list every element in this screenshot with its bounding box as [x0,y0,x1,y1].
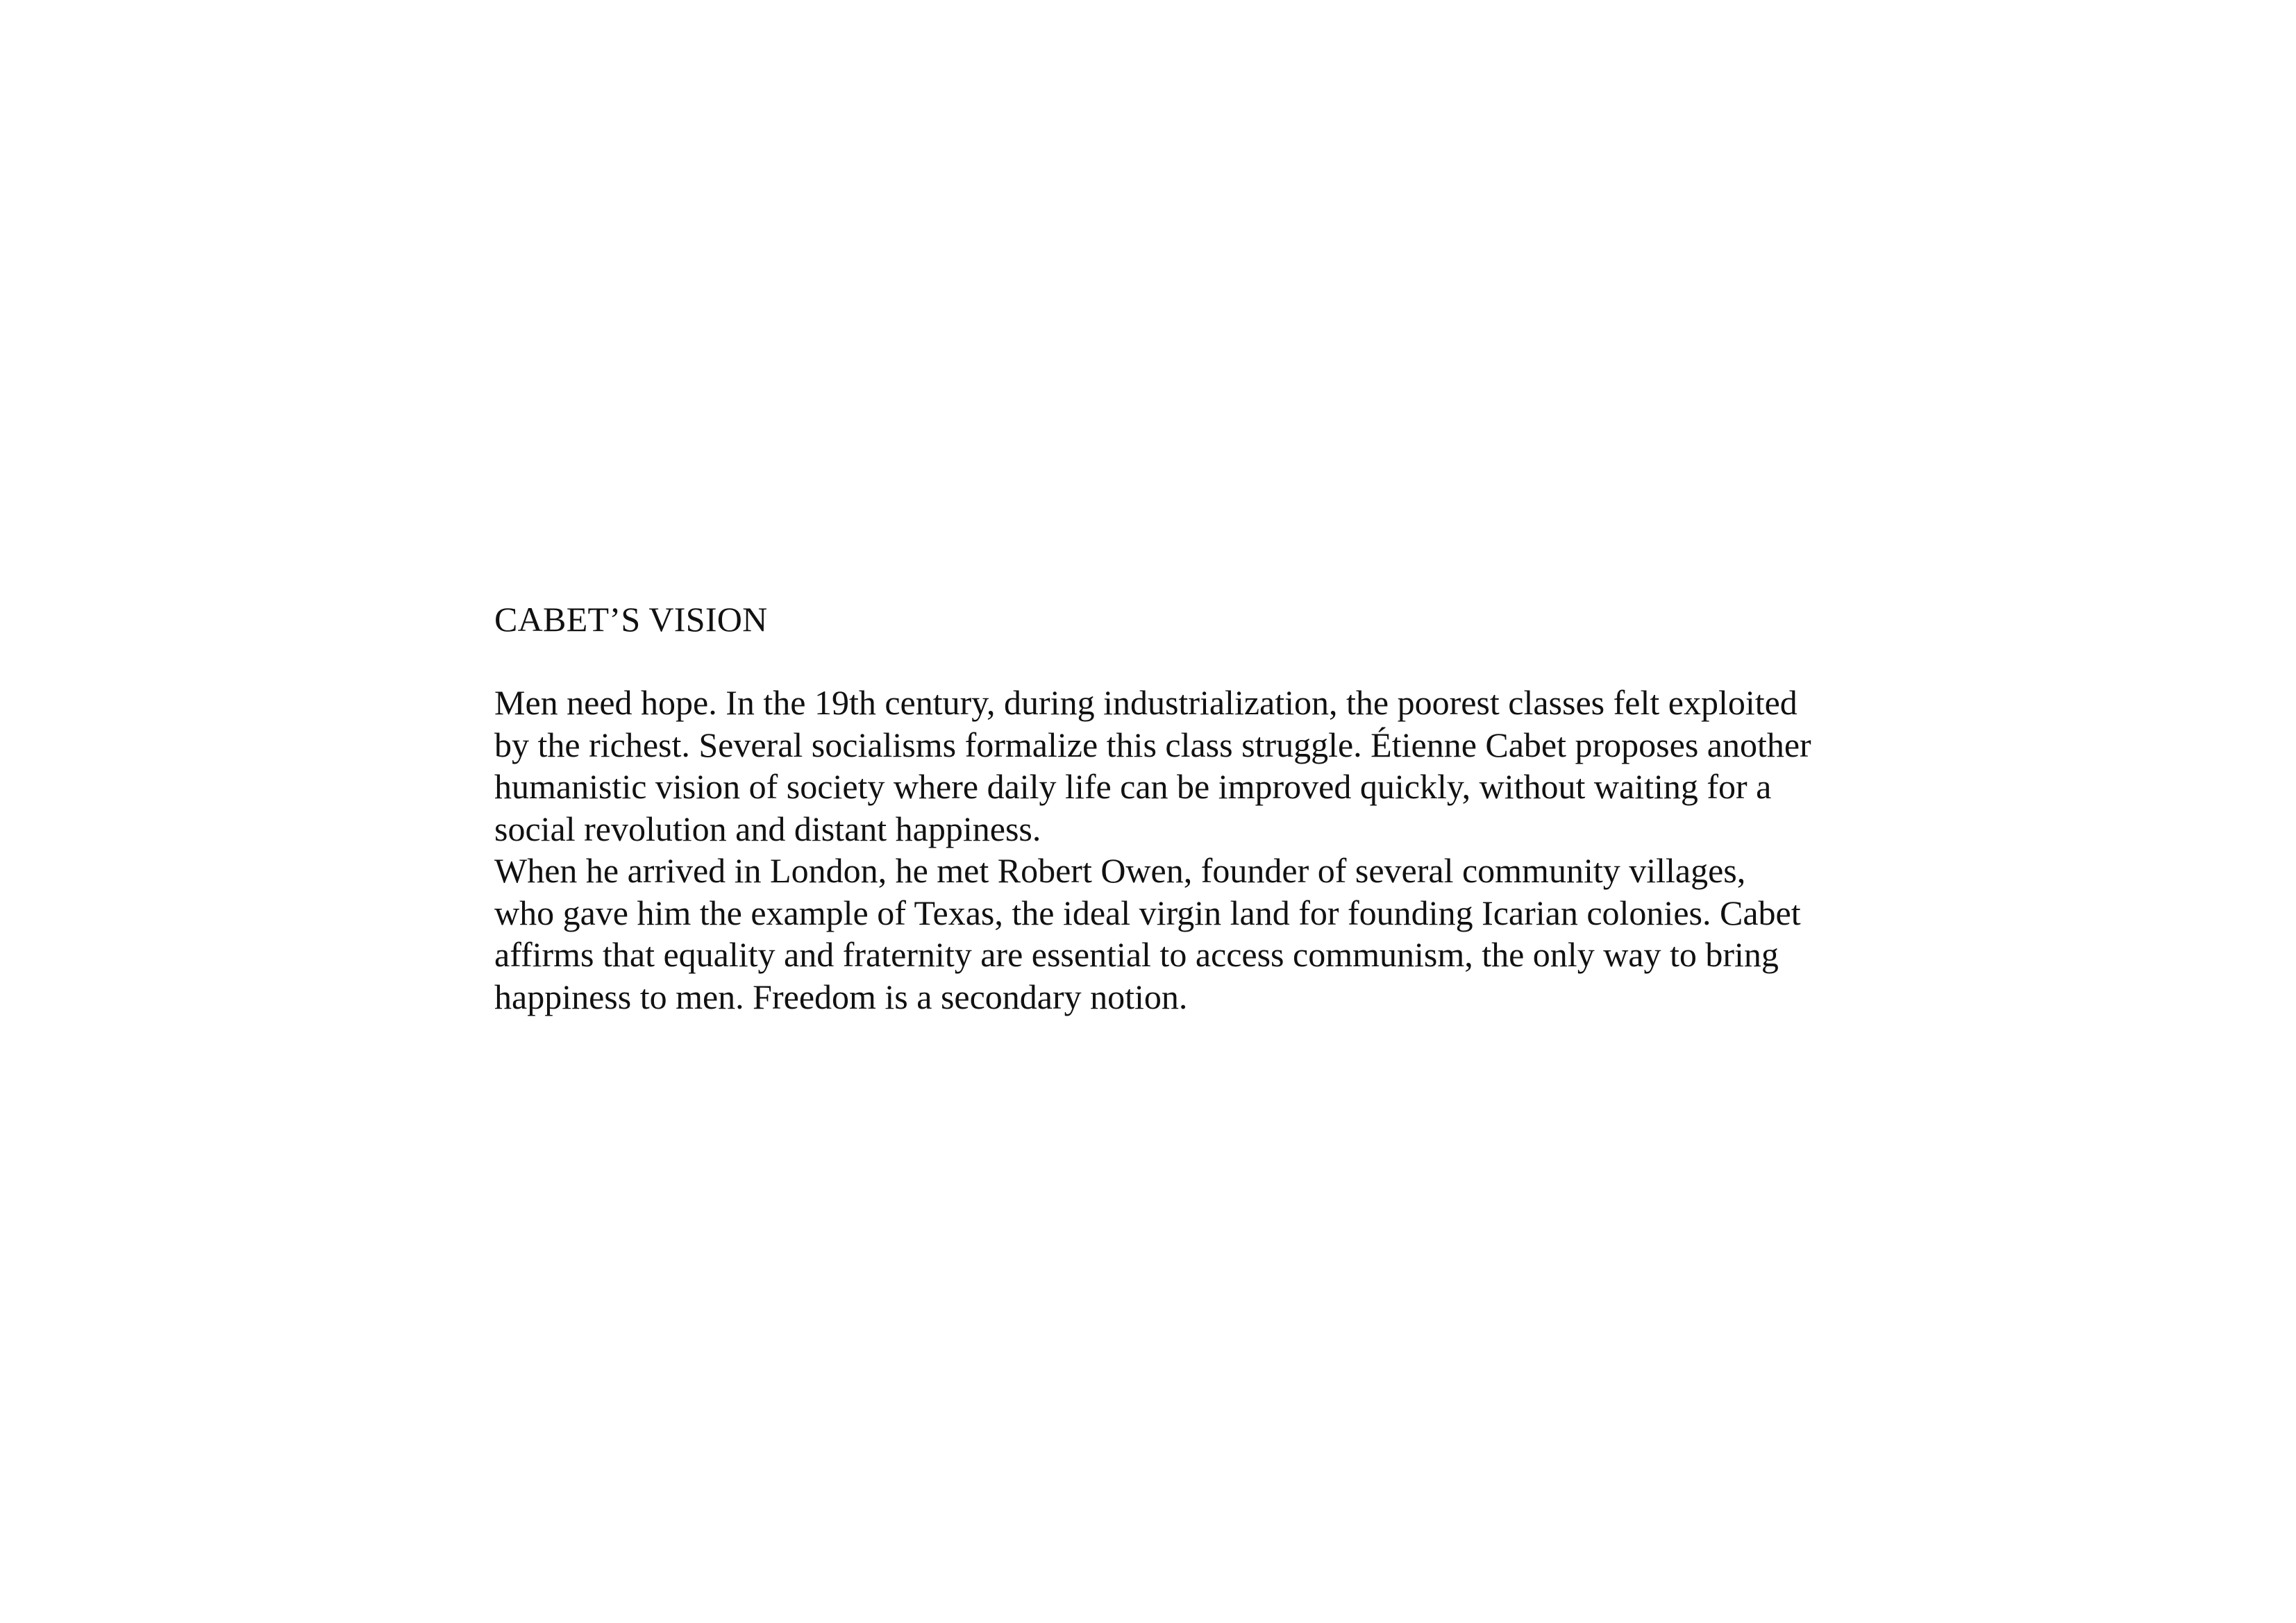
title-spacer [494,640,1855,682]
paragraph-line: social revolution and distant happiness. [494,809,1041,848]
text-block [494,598,1855,1018]
paragraph-line: who gave him the example of Texas, the ideal virgin land for founding Icarian colonies. Cabet [494,893,1801,932]
paragraph-line: by the richest. Several socialisms formalize this class struggle. Étienne Cabet proposes another [494,725,1811,764]
paragraph-industrialization [494,682,1855,850]
document-title: CABET’S VISION [494,600,768,639]
paragraph-line: affirms that equality and fraternity are essential to access communism, the only way to bring [494,935,1779,974]
paragraph-line: When he arrived in London, he met Robert Owen, founder of several community villages, [494,851,1746,890]
paragraph-line: humanistic vision of society where daily life can be improved quickly, without waiting for a [494,767,1772,806]
paragraph-line: happiness to men. Freedom is a secondary notion. [494,977,1188,1016]
paragraph-london [494,850,1855,1018]
paragraph-line: Men need hope. In the 19th century, during industrialization, the poorest classes felt exploited [494,683,1798,722]
